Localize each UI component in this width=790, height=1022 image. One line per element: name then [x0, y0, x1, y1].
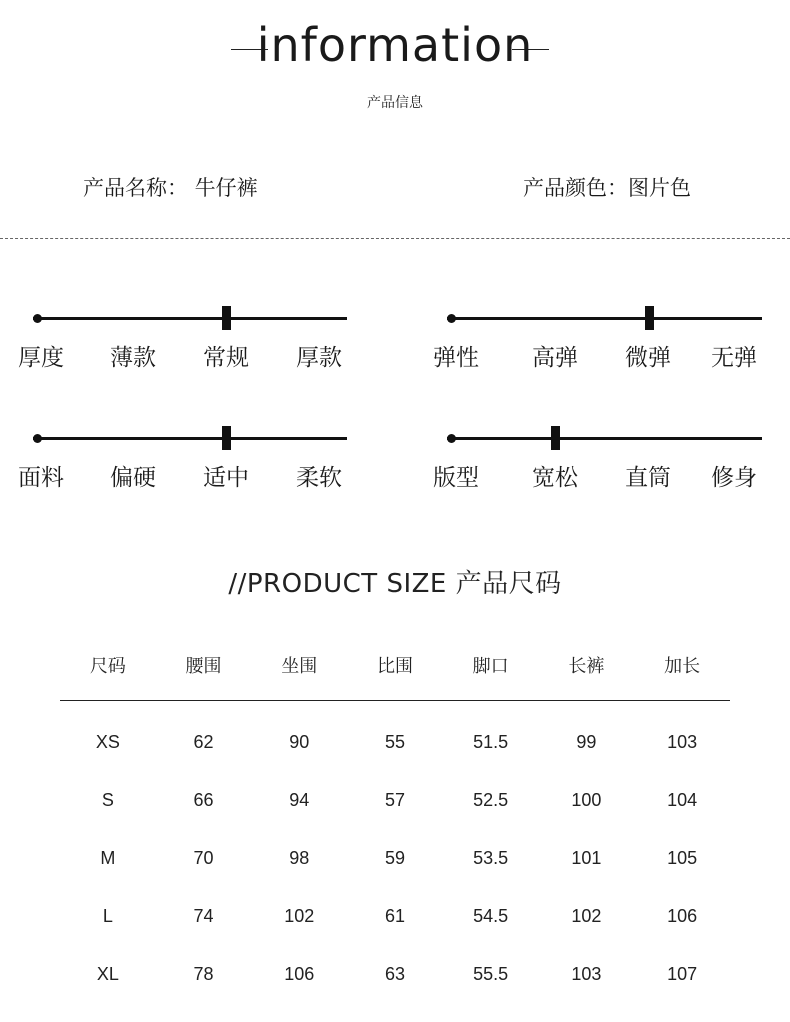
table-cell: XS [95, 731, 120, 752]
table-row [60, 829, 730, 887]
slider-track [447, 437, 762, 440]
slider-label-option: 常规 [203, 345, 249, 371]
header-length: 长裤 [539, 630, 635, 701]
table-cell: 70 [193, 847, 214, 868]
product-color: 产品颜色：图片色 [523, 176, 691, 200]
table-row [60, 771, 730, 829]
fit-slider [433, 425, 777, 505]
table-cell: 102 [284, 905, 315, 926]
slider-label-option: 厚款 [296, 345, 342, 371]
header-long-length: 加长 [634, 630, 730, 701]
slider-track [447, 317, 762, 320]
table-cell: 98 [289, 847, 310, 868]
table-cell: 55 [384, 731, 405, 752]
table-cell: 62 [193, 731, 214, 752]
slider-label-option: 微弹 [625, 345, 671, 371]
slider-start-dot [447, 314, 456, 323]
table-cell: 100 [571, 789, 602, 810]
table-cell: 57 [384, 789, 405, 810]
table-cell: 53.5 [473, 847, 509, 868]
table-cell: 61 [384, 905, 405, 926]
table-cell: 55.5 [473, 963, 509, 984]
table-cell: 101 [571, 847, 602, 868]
table-cell: M [100, 847, 116, 868]
slider-label-category: 厚度 [18, 345, 64, 371]
table-cell: 106 [284, 963, 315, 984]
table-cell: 103 [571, 963, 602, 984]
slider-label-option: 无弹 [711, 345, 757, 371]
table-row [60, 945, 730, 1003]
table-cell: 74 [193, 905, 214, 926]
slider-label-option: 宽松 [532, 465, 578, 491]
table-cell: S [101, 789, 114, 810]
table-cell: 99 [576, 731, 597, 752]
slider-track [33, 317, 347, 320]
table-cell: 90 [289, 731, 310, 752]
table-header-row [60, 630, 730, 701]
dashed-divider [0, 238, 790, 239]
slider-start-dot [447, 434, 456, 443]
slider-indicator [645, 306, 654, 330]
size-table [60, 630, 730, 1003]
table-cell: 54.5 [473, 905, 509, 926]
elasticity-slider [433, 305, 777, 385]
table-cell: 59 [384, 847, 405, 868]
slider-label-option: 偏硬 [110, 465, 156, 491]
slider-start-dot [33, 434, 42, 443]
page-subtitle: 产品信息 [367, 95, 423, 111]
slider-label-option: 薄款 [110, 345, 156, 371]
product-name: 产品名称： 牛仔裤 [83, 176, 258, 200]
table-cell: L [102, 905, 113, 926]
slider-track [33, 437, 347, 440]
header-hem: 脚口 [443, 630, 539, 701]
slider-label-option: 柔软 [296, 465, 342, 491]
table-cell: 51.5 [473, 731, 509, 752]
header-seat: 坐围 [251, 630, 347, 701]
table-cell: XL [96, 963, 119, 984]
table-cell: 52.5 [473, 789, 509, 810]
table-cell: 104 [667, 789, 698, 810]
table-cell: 103 [667, 731, 698, 752]
fabric-slider [18, 425, 363, 505]
table-cell: 107 [667, 963, 698, 984]
slider-label-category: 版型 [433, 465, 479, 491]
header-waist: 腰围 [156, 630, 252, 701]
slider-indicator [222, 306, 231, 330]
table-cell: 63 [384, 963, 405, 984]
table-cell: 106 [667, 905, 698, 926]
table-cell: 105 [667, 847, 698, 868]
header-size: 尺码 [60, 630, 156, 701]
slider-label-option: 直筒 [625, 465, 671, 491]
table-cell: 66 [193, 789, 214, 810]
table-cell: 102 [571, 905, 602, 926]
thickness-slider [18, 305, 363, 385]
size-section-title: //PRODUCT SIZE 产品尺码 [228, 569, 562, 599]
slider-start-dot [33, 314, 42, 323]
table-cell: 94 [289, 789, 310, 810]
slider-label-option: 高弹 [532, 345, 578, 371]
slider-label-option: 修身 [711, 465, 757, 491]
page-title: information [256, 18, 534, 72]
slider-label-category: 面料 [18, 465, 64, 491]
table-cell: 78 [193, 963, 214, 984]
slider-label-option: 适中 [203, 465, 249, 491]
slider-label-category: 弹性 [433, 345, 479, 371]
slider-indicator [551, 426, 560, 450]
slider-indicator [222, 426, 231, 450]
table-row [60, 887, 730, 945]
header-thigh: 比围 [347, 630, 443, 701]
table-row [60, 701, 730, 772]
